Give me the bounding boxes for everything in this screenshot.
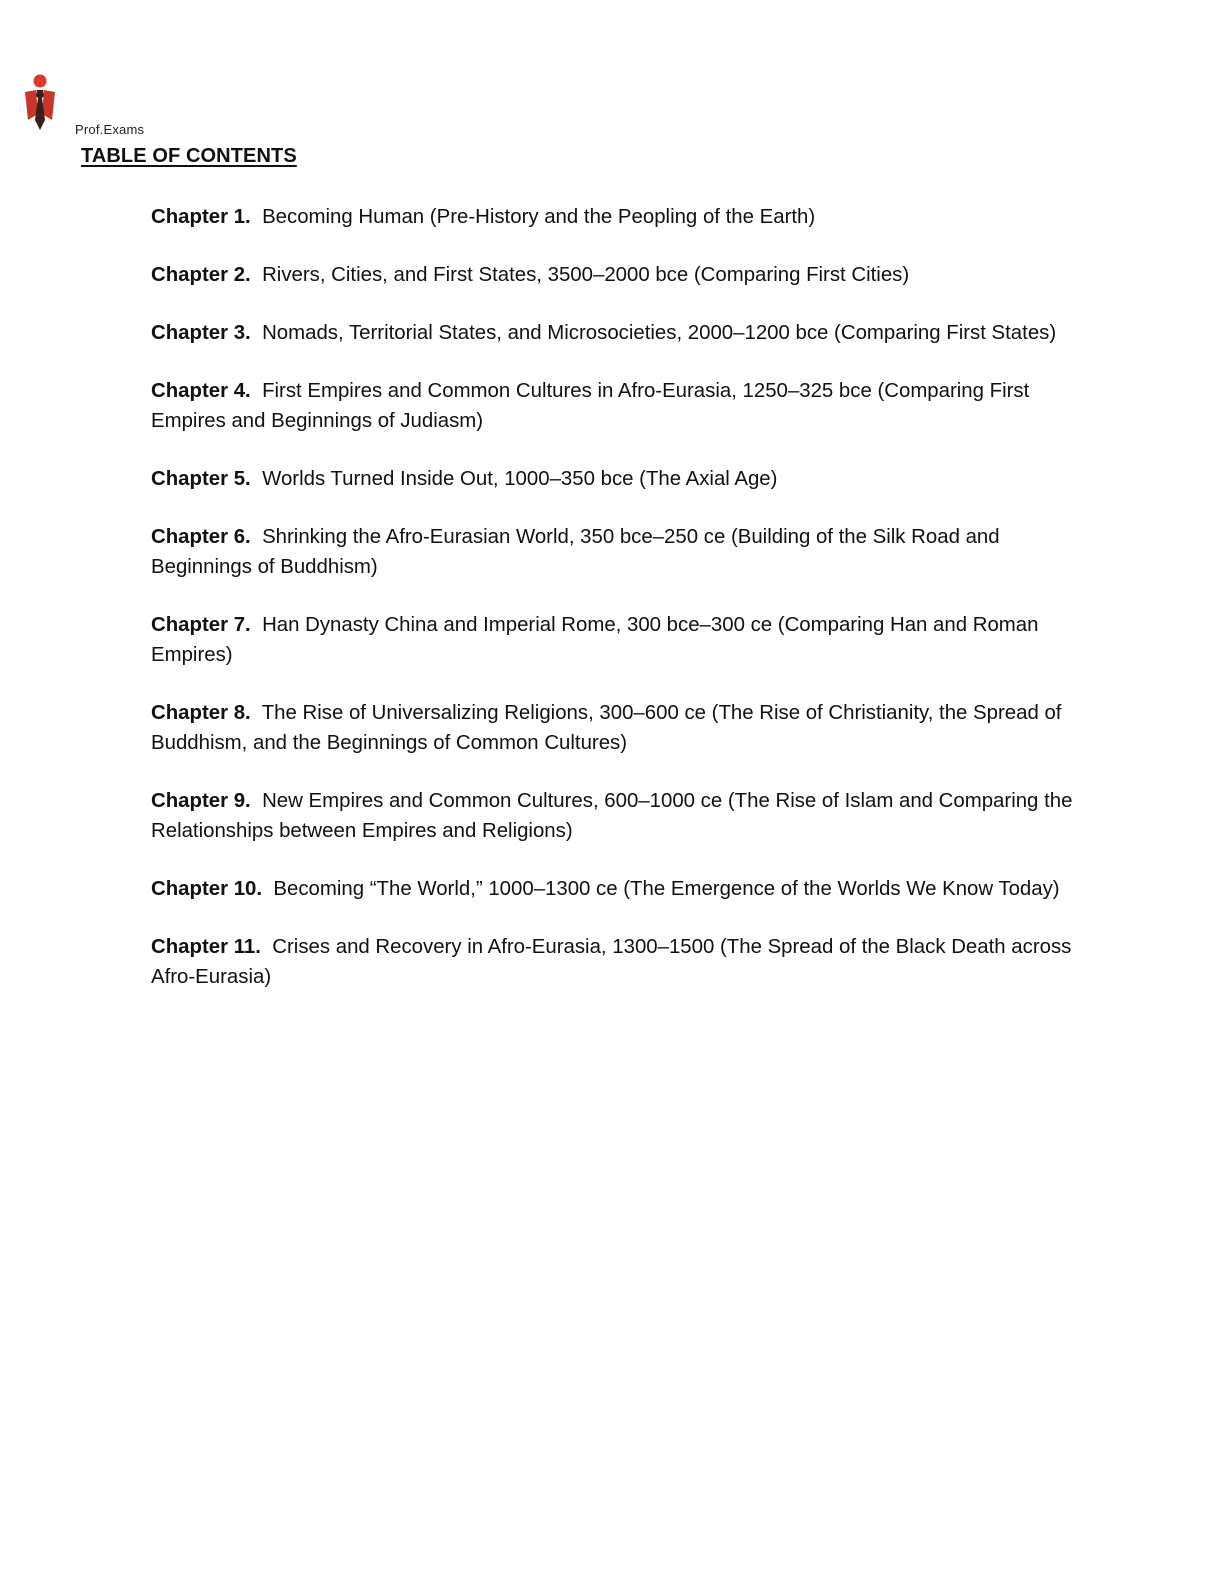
chapter-number: Chapter 3. <box>151 322 251 344</box>
toc-entry-chapter-4 <box>151 376 1086 436</box>
chapter-number: Chapter 8. <box>151 702 251 724</box>
chapter-title: Becoming Human (Pre-History and the Peopling of the Earth) <box>262 206 816 228</box>
chapter-number: Chapter 2. <box>151 264 251 286</box>
toc-entry-chapter-2 <box>151 260 1086 290</box>
chapter-number: Chapter 4. <box>151 380 251 402</box>
person-with-tie-logo <box>22 74 58 132</box>
chapter-title: Nomads, Territorial States, and Microsocieties, 2000–1200 bce (Comparing First States) <box>262 322 1057 344</box>
chapter-number: Chapter 9. <box>151 790 251 812</box>
chapter-list <box>151 202 1086 1020</box>
chapter-title: Rivers, Cities, and First States, 3500–2000 bce (Comparing First Cities) <box>262 264 910 286</box>
chapter-number: Chapter 6. <box>151 526 251 548</box>
chapter-number: Chapter 10. <box>151 878 263 900</box>
toc-entry-chapter-3 <box>151 318 1086 348</box>
chapter-title: The Rise of Universalizing Religions, 300–600 ce (The Rise of Christianity, the Spread of Buddhism, and the Beginnings of Common Cultures) <box>151 702 1062 754</box>
toc-title: TABLE OF CONTENTS <box>81 145 297 167</box>
toc-entry-chapter-5 <box>151 464 1086 494</box>
chapter-title: Crises and Recovery in Afro-Eurasia, 1300–1500 (The Spread of the Black Death across Afro-Eurasia) <box>151 936 1072 988</box>
chapter-title: Han Dynasty China and Imperial Rome, 300 bce–300 ce (Comparing Han and Roman Empires) <box>151 614 1039 666</box>
toc-entry-chapter-1 <box>151 202 1086 232</box>
toc-entry-chapter-11 <box>151 932 1086 992</box>
chapter-number: Chapter 5. <box>151 468 251 490</box>
toc-entry-chapter-8 <box>151 698 1086 758</box>
chapter-number: Chapter 7. <box>151 614 251 636</box>
chapter-title: Worlds Turned Inside Out, 1000–350 bce (The Axial Age) <box>262 468 778 490</box>
chapter-title: Shrinking the Afro-Eurasian World, 350 bce–250 ce (Building of the Silk Road and Beginnings of Buddhism) <box>151 526 1000 578</box>
chapter-number: Chapter 1. <box>151 206 251 228</box>
chapter-title: First Empires and Common Cultures in Afro-Eurasia, 1250–325 bce (Comparing First Empires and Beginnings of Judiasm) <box>151 380 1030 432</box>
brand-name: Prof.Exams <box>75 122 145 137</box>
chapter-title: New Empires and Common Cultures, 600–1000 ce (The Rise of Islam and Comparing the Relationships between Empires and Religions) <box>151 790 1073 842</box>
chapter-title: Becoming “The World,” 1000–1300 ce (The Emergence of the Worlds We Know Today) <box>273 878 1060 900</box>
toc-entry-chapter-6 <box>151 522 1086 582</box>
toc-entry-chapter-10 <box>151 874 1086 904</box>
toc-entry-chapter-7 <box>151 610 1086 670</box>
toc-entry-chapter-9 <box>151 786 1086 846</box>
chapter-number: Chapter 11. <box>151 936 261 958</box>
